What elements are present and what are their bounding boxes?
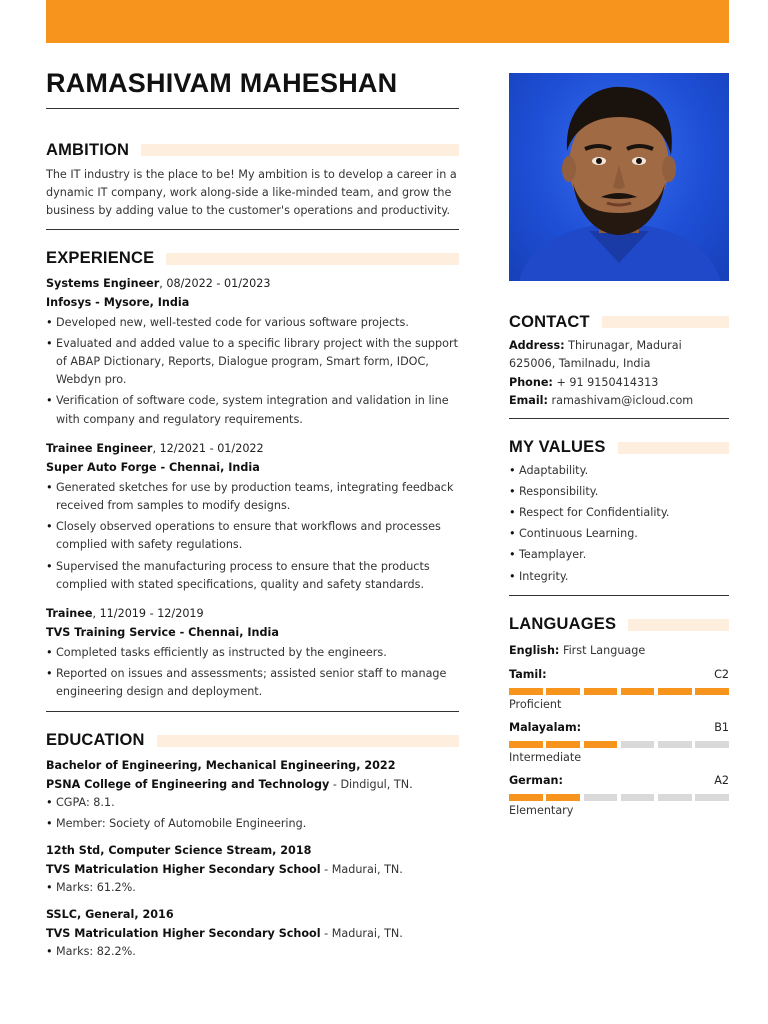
heading-bar	[602, 316, 729, 328]
language-code: A2	[714, 774, 729, 788]
job-entry	[46, 604, 459, 702]
degree: Bachelor of Engineering, Mechanical Engineering, 2022	[46, 758, 396, 772]
list-item: • Continuous Learning.	[509, 525, 729, 543]
contact-email: Email: ramashivam@icloud.com	[509, 394, 694, 408]
job-company: Super Auto Forge - Chennai, India	[46, 460, 260, 474]
languages-heading	[509, 614, 729, 636]
section-title: EDUCATION	[46, 731, 145, 750]
list-item: • Responsibility.	[509, 483, 729, 501]
job-company: Infosys - Mysore, India	[46, 295, 190, 309]
list-item: • Marks: 82.2%.	[46, 943, 459, 961]
contact-address: Address: Thirunagar, Madurai 625006, Tamilnadu, India	[509, 339, 682, 371]
language-meter-segment	[509, 741, 543, 748]
degree: 12th Std, Computer Science Stream, 2018	[46, 844, 312, 858]
language-meter	[509, 794, 729, 801]
job-bullets	[46, 644, 459, 702]
language-row	[509, 719, 729, 737]
language-meter	[509, 741, 729, 748]
section-title: CONTACT	[509, 312, 590, 331]
ambition-heading	[46, 139, 459, 161]
language-meter-segment	[584, 794, 618, 801]
language-code: C2	[714, 668, 729, 682]
language-name: Tamil:	[509, 668, 547, 682]
heading-bar	[157, 735, 459, 747]
profile-photo	[509, 73, 729, 281]
list-item: • Member: Society of Automobile Engineering.	[46, 815, 459, 833]
language-item	[509, 719, 729, 764]
education-entry	[46, 905, 459, 961]
job-title: Systems Engineer, 08/2022 - 01/2023	[46, 276, 271, 290]
job-company: TVS Training Service - Chennai, India	[46, 626, 279, 640]
language-name: German:	[509, 774, 563, 788]
language-meter-segment	[695, 688, 729, 695]
language-meter-segment	[658, 688, 692, 695]
heading-bar	[141, 144, 459, 156]
list-item: • Reported on issues and assessments; assisted senior staff to manage engineering design and deployment.	[46, 665, 459, 701]
section-title: AMBITION	[46, 140, 130, 159]
language-meter	[509, 688, 729, 695]
language-level: Proficient	[509, 698, 562, 712]
list-item: • Integrity.	[509, 568, 729, 586]
job-title: Trainee, 11/2019 - 12/2019	[46, 607, 204, 621]
values-heading	[509, 437, 729, 459]
heading-bar	[166, 253, 459, 265]
list-item: • Completed tasks efficiently as instructed by the engineers.	[46, 644, 459, 662]
language-meter-segment	[546, 794, 580, 801]
school: PSNA College of Engineering and Technology - Dindigul, TN.	[46, 777, 413, 791]
language-meter-segment	[695, 741, 729, 748]
job-bullets	[46, 479, 459, 594]
language-meter-segment	[695, 794, 729, 801]
language-meter-segment	[621, 794, 655, 801]
language-meter-segment	[546, 688, 580, 695]
section-title: EXPERIENCE	[46, 249, 155, 268]
list-item: • CGPA: 8.1.	[46, 794, 459, 812]
education-bullets	[46, 943, 459, 961]
language-meter-segment	[546, 741, 580, 748]
ambition-text: The IT industry is the place to be! My ambition is to develop a career in a dynamic IT company, work along-side a like-minded team, and grow the business by adding value to the customer's operations and productivity.	[46, 168, 457, 218]
list-item: • Verification of software code, system integration and validation in line with company and regulatory requirements.	[46, 392, 459, 428]
degree: SSLC, General, 2016	[46, 908, 174, 922]
list-item: • Evaluated and added value to a specific library project with the support of ABAP Dictionary, Reports, Dialogue program, Smart form, IDOC, Webdyn pro.	[46, 335, 459, 390]
language-meter-segment	[584, 688, 618, 695]
portrait-image	[509, 73, 729, 281]
language-row	[509, 772, 729, 790]
candidate-name: RAMASHIVAM MAHESHAN	[46, 66, 459, 109]
job-entry	[46, 274, 459, 429]
section-title: LANGUAGES	[509, 615, 617, 634]
heading-bar	[628, 619, 729, 631]
school: TVS Matriculation Higher Secondary School - Madurai, TN.	[46, 863, 403, 877]
language-meter-segment	[509, 688, 543, 695]
language-meter-segment	[509, 794, 543, 801]
contact-heading	[509, 311, 729, 333]
list-item: • Generated sketches for use by production teams, integrating feedback received from samples to modify designs.	[46, 479, 459, 515]
education-entry	[46, 841, 459, 897]
list-item: • Respect for Confidentiality.	[509, 504, 729, 522]
contact-block	[509, 337, 729, 411]
language-native: English: First Language	[509, 643, 646, 657]
education-bullets	[46, 879, 459, 897]
language-meter-segment	[658, 794, 692, 801]
list-item: • Supervised the manufacturing process to ensure that the products complied with stated specifications, quality and safety standards.	[46, 558, 459, 594]
list-item: • Teamplayer.	[509, 546, 729, 564]
school: TVS Matriculation Higher Secondary School - Madurai, TN.	[46, 927, 403, 941]
language-item	[509, 666, 729, 711]
language-meter-segment	[621, 688, 655, 695]
job-entry	[46, 439, 459, 594]
language-row	[509, 666, 729, 684]
language-meter-segment	[621, 741, 655, 748]
language-list	[509, 666, 729, 817]
section-title: MY VALUES	[509, 438, 606, 457]
header-accent-bar	[46, 0, 729, 43]
list-item: • Developed new, well-tested code for various software projects.	[46, 314, 459, 332]
education-heading	[46, 730, 459, 752]
language-level: Elementary	[509, 804, 574, 818]
values-list	[509, 462, 729, 586]
list-item: • Adaptability.	[509, 462, 729, 480]
language-meter-segment	[658, 741, 692, 748]
heading-bar	[618, 442, 729, 454]
education-entry	[46, 756, 459, 833]
language-level: Intermediate	[509, 751, 582, 765]
language-item	[509, 772, 729, 817]
sidebar-column	[509, 73, 729, 817]
contact-phone: Phone: + 91 9150414313	[509, 375, 659, 389]
language-code: B1	[714, 721, 729, 735]
language-meter-segment	[584, 741, 618, 748]
list-item: • Marks: 61.2%.	[46, 879, 459, 897]
main-column	[46, 66, 459, 964]
language-name: Malayalam:	[509, 721, 582, 735]
job-bullets	[46, 314, 459, 429]
job-title: Trainee Engineer, 12/2021 - 01/2022	[46, 441, 264, 455]
education-bullets	[46, 794, 459, 833]
experience-heading	[46, 248, 459, 270]
list-item: • Closely observed operations to ensure that workflows and processes complied with safety regulations.	[46, 518, 459, 554]
